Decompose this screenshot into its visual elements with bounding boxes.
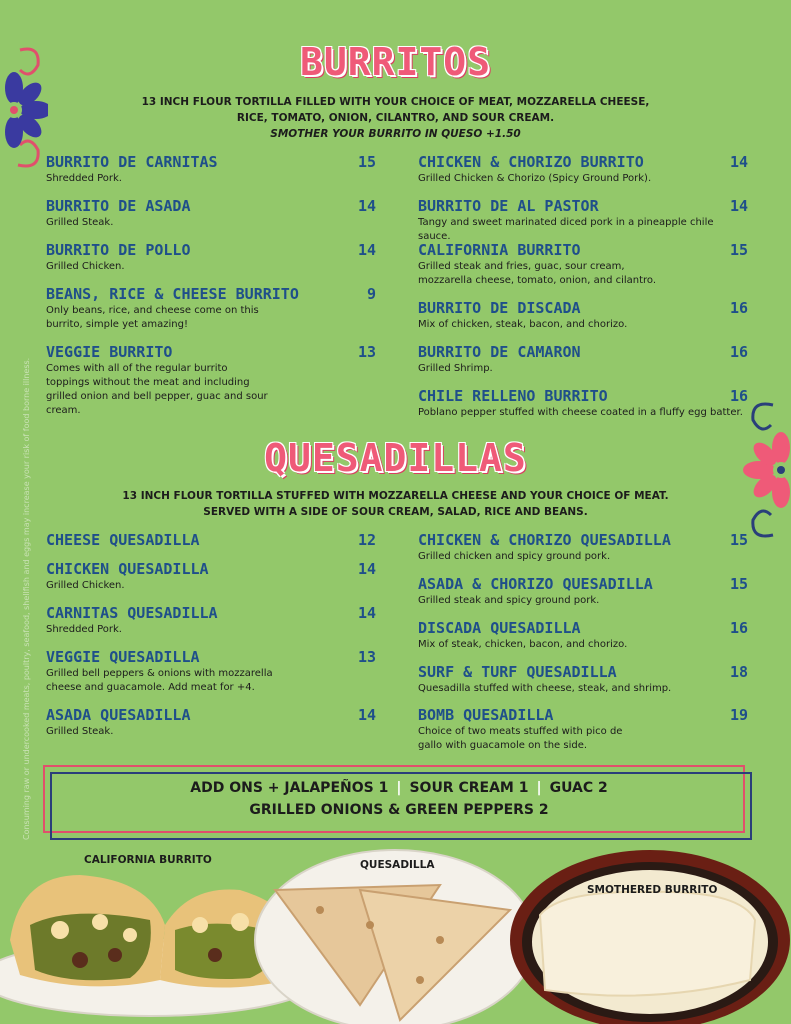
photo-label-quesadilla: QUESADILLA xyxy=(360,859,435,871)
menu-item: CARNITAS QUESADILLA 14 Shredded Pork. xyxy=(46,604,376,635)
menu-item: VEGGIE BURRITO 13 Comes with all of the regular burrito toppings without the meat and including grilled onion and bell pepper, guac and sour cream. xyxy=(46,343,376,416)
menu-item: BURRITO DE CAMARON 16 Grilled Shrimp. xyxy=(418,343,748,374)
menu-item: ASADA QUESADILLA 14 Grilled Steak. xyxy=(46,706,376,737)
photo-label-smothered: SMOTHERED BURRITO xyxy=(587,884,718,896)
addons-line-1: ADD ONS + JALAPEÑOS 1 | SOUR CREAM 1 | GUAC 2 xyxy=(190,780,608,796)
quesadillas-title: QUESADILLAS xyxy=(264,436,527,480)
food-safety-disclaimer: Consuming raw or undercooked meats, poultry, seafood, shellfish and eggs may increase your risk of food borne illness. xyxy=(22,357,31,840)
menu-item: DISCADA QUESADILLA 16 Mix of steak, chicken, bacon, and chorizo. xyxy=(418,619,748,650)
menu-item: BOMB QUESADILLA 19 Choice of two meats stuffed with pico de gallo with guacamole on the side. xyxy=(418,706,748,751)
menu-item: BEANS, RICE & CHEESE BURRITO 9 Only beans, rice, and cheese come on this burrito, simple yet amazing! xyxy=(46,285,376,330)
menu-item: CALIFORNIA BURRITO 15 Grilled steak and fries, guac, sour cream, mozzarella cheese, tomato, onion, and cilantro. xyxy=(418,241,748,286)
menu-item: CHILE RELLENO BURRITO 16 Poblano pepper stuffed with cheese coated in a fluffy egg batter. xyxy=(418,387,748,418)
menu-item: BURRITO DE AL PASTOR 14 Tangy and sweet marinated diced pork in a pineapple chile sauce. xyxy=(418,197,748,242)
menu-item: VEGGIE QUESADILLA 13 Grilled bell peppers & onions with mozzarella cheese and guacamole. Add meat for +4. xyxy=(46,648,376,693)
menu-item: CHICKEN QUESADILLA 14 Grilled Chicken. xyxy=(46,560,376,591)
burritos-intro: 13 INCH FLOUR TORTILLA FILLED WITH YOUR CHOICE OF MEAT, MOZZARELLA CHEESE, RICE, TOMATO, ONION, CILANTRO, AND SOUR CREAM. SMOTHER YOUR BURRITO IN QUESO +1.50 xyxy=(141,96,650,140)
menu-item: BURRITO DE CARNITAS 15 Shredded Pork. xyxy=(46,153,376,184)
menu-item: BURRITO DE POLLO 14 Grilled Chicken. xyxy=(46,241,376,272)
menu-item: SURF & TURF QUESADILLA 18 Quesadilla stuffed with cheese, steak, and shrimp. xyxy=(418,663,748,694)
menu-item: BURRITO DE ASADA 14 Grilled Steak. xyxy=(46,197,376,228)
menu-item: ASADA & CHORIZO QUESADILLA 15 Grilled steak and spicy ground pork. xyxy=(418,575,748,606)
menu-item: CHICKEN & CHORIZO BURRITO 14 Grilled Chicken & Chorizo (Spicy Ground Pork). xyxy=(418,153,748,184)
menu-item: CHEESE QUESADILLA 12 xyxy=(46,531,376,549)
photo-label-california: CALIFORNIA BURRITO xyxy=(84,854,212,866)
quesadillas-intro: 13 INCH FLOUR TORTILLA STUFFED WITH MOZZARELLA CHEESE AND YOUR CHOICE OF MEAT. SERVED WITH A SIDE OF SOUR CREAM, SALAD, RICE AND BEANS. xyxy=(122,490,669,518)
addons-line-2: GRILLED ONIONS & GREEN PEPPERS 2 xyxy=(249,802,549,818)
menu-item: CHICKEN & CHORIZO QUESADILLA 15 Grilled chicken and spicy ground pork. xyxy=(418,531,748,562)
burritos-title: BURRITOS xyxy=(299,40,492,84)
menu-item: BURRITO DE DISCADA 16 Mix of chicken, steak, bacon, and chorizo. xyxy=(418,299,748,330)
